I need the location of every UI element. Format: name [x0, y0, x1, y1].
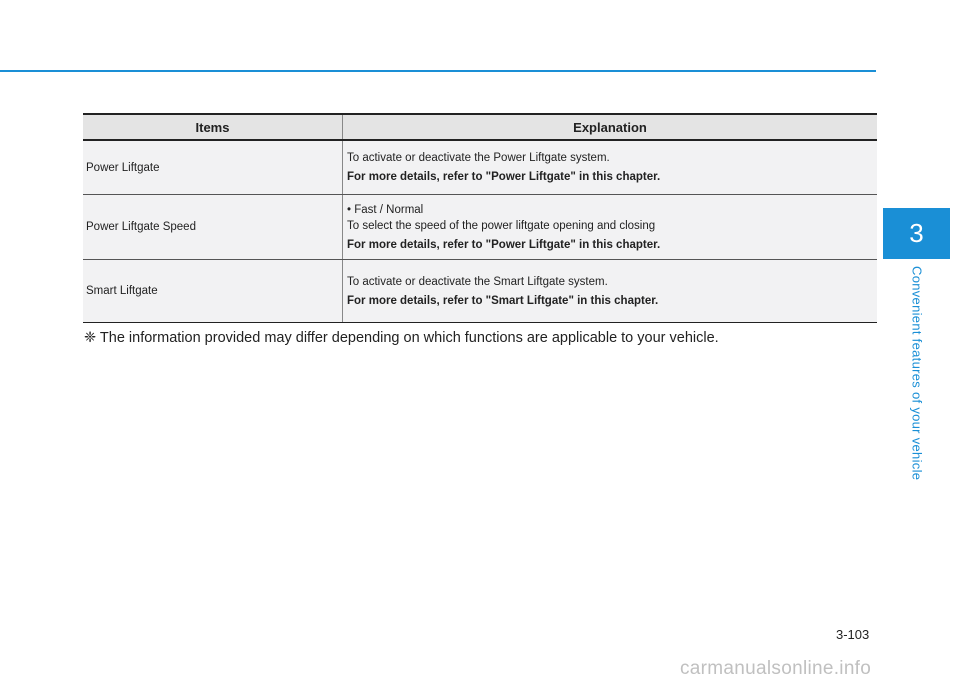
item-name: Smart Liftgate — [83, 260, 343, 323]
item-explanation — [343, 260, 878, 323]
reference-text: For more details, refer to "Power Liftgate" in this chapter. — [347, 238, 661, 251]
page-number: 3-103 — [836, 627, 870, 642]
explanation-text: To activate or deactivate the Power Liftgate system. — [347, 152, 610, 164]
item-explanation — [343, 195, 878, 260]
explanation-text: To activate or deactivate the Smart Liftgate system. — [347, 275, 608, 288]
reference-text: For more details, refer to "Power Liftgate" in this chapter. — [347, 171, 661, 183]
table-row — [83, 140, 877, 195]
explanation-text: To select the speed of the power liftgate opening and closing — [347, 219, 656, 232]
item-explanation — [343, 140, 878, 195]
chapter-number-tab — [883, 208, 950, 259]
top-divider-rule — [0, 70, 876, 72]
chapter-title: Convenient features of your vehicle — [909, 266, 925, 481]
footnote: ❈ The information provided may differ depending on which functions are applicable to your vehicle. — [84, 330, 719, 346]
header-explanation: Explanation — [343, 114, 878, 140]
header-items: Items — [83, 114, 343, 140]
reference-text: For more details, refer to "Smart Liftgate" in this chapter. — [347, 294, 659, 307]
item-name: Power Liftgate Speed — [83, 195, 343, 260]
chapter-number: 3 — [909, 218, 924, 248]
watermark: carmanualsonline.info — [680, 658, 872, 679]
item-name: Power Liftgate — [83, 140, 343, 195]
option-values: • Fast / Normal — [347, 203, 424, 216]
table-row — [83, 195, 877, 260]
table-header-row — [83, 114, 877, 140]
table-row — [83, 260, 877, 323]
settings-items-table — [83, 113, 877, 323]
